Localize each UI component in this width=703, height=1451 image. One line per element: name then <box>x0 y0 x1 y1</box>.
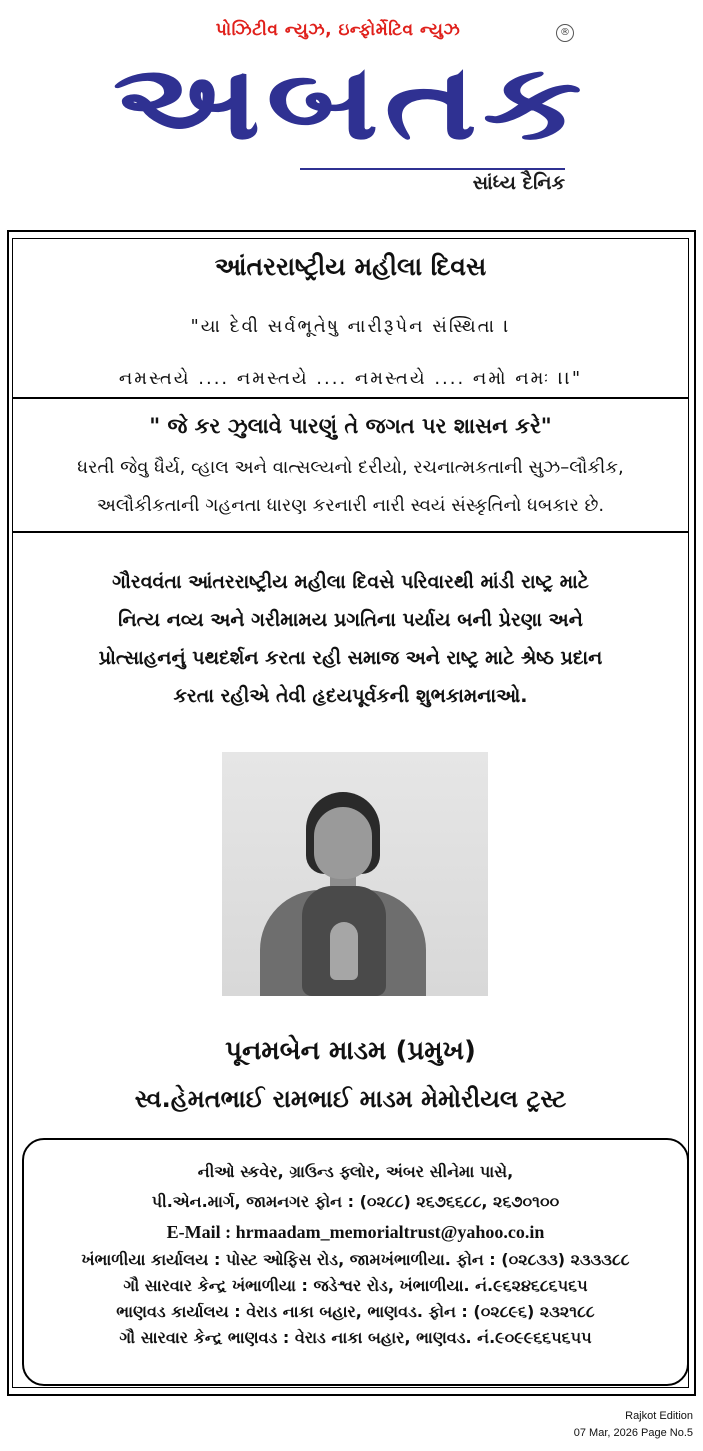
divider <box>12 397 689 399</box>
masthead <box>0 0 703 215</box>
shloka-line-2: નમસ્તયે .... નમસ્તયે .... નમસ્તયે .... નમો નમઃ ।।" <box>118 368 583 389</box>
registered-mark: ® <box>556 24 574 42</box>
ad-quote: " જે કર ઝુલાવે પારણું તે જગત પર શાસન કરે" <box>149 414 552 438</box>
person-name: પૂનમબેન માડમ (પ્રમુખ) <box>225 1036 476 1066</box>
ad-title: આંતરરાષ્ટ્રીય મહીલા દિવસ <box>214 252 487 281</box>
masthead-tagline: પોઝિટીવ ન્યુઝ, ઇન્ફોર્મેટિવ ન્યુઝ <box>215 20 461 40</box>
description-line-2: અલૌકીકતાની ગહનતા ધારણ કરનારી નારી સ્વયં સંસ્કૃતિનો ધબકાર છે. <box>96 495 605 516</box>
address-line-1: નીઓ સ્કવેર, ગ્રાઉન્ડ ફ્લોર, અંબર સીનેમા પાસે, <box>197 1162 514 1181</box>
greeting-message <box>30 563 671 715</box>
address-line-2: પી.એન.માર્ગ, જામનગર ફોન : (૦૨૮૮) ૨૬૭૬૬૮૮, ૨૬૭૦૧૦૦ <box>151 1192 560 1211</box>
office-line: ખંભાળીયા કાર્યાલય : પોસ્ટ ઓફિસ રોડ, જામખંભાળીયા. ફોન : (૦૨૮૩૩) ૨૩૩૩૮૮ <box>81 1250 630 1269</box>
logo-underline <box>300 168 565 170</box>
office-line: ભાણવડ કાર્યાલય : વેરાડ નાકા બહાર, ભાણવડ. ફોન : (૦૨૮૯૬) ૨૩૨૧૮૮ <box>116 1302 595 1321</box>
edition-name: Rajkot Edition <box>625 1410 693 1422</box>
logo-text: અબતક <box>112 41 588 163</box>
newspaper-logo <box>112 41 588 164</box>
divider <box>12 531 689 533</box>
message-line: નિત્ય નવ્ય અને ગરીમામય પ્રગતિના પર્યાય બની પ્રેરણા અને <box>118 609 583 631</box>
shloka-line-1: "યા દેવી સર્વભૂતેષુ નારીરૂપેન સંસ્થિતા । <box>190 316 511 337</box>
message-line: પ્રોત્સાહનનું પથદર્શન કરતા રહી સમાજ અને રાષ્ટ્ર માટે શ્રેષ્ઠ પ્રદાન <box>98 647 603 669</box>
trust-name: સ્વ.હેમતભાઈ રામભાઈ માડમ મેમોરીયલ ટ્રસ્ટ <box>134 1085 567 1113</box>
office-line: ગૌ સારવાર કેન્દ્ર ભાણવડ : વેરાડ નાકા બહાર, ભાણવડ. નં.૯૦૯૯૬૬૫૬૫૫ <box>119 1328 592 1347</box>
message-line: ગૌરવવંતા આંતરરાષ્ટ્રીય મહીલા દિવસે પરિવારથી માંડી રાષ્ટ્ર માટે <box>112 571 589 593</box>
description-line-1: ધરતી જેવુ ધૈર્ય, વ્હાલ અને વાત્સલ્યનો દરીયો, રચનાત્મકતાની સુઝ–લૌકીક, <box>77 457 624 478</box>
email-address: E-Mail : hrmaadam_memorialtrust@yahoo.co.in <box>166 1222 545 1242</box>
message-line: કરતા રહીએ તેવી હૃદયપૂર્વકની શુભકામનાઓ. <box>173 685 528 707</box>
edition-type: સાંધ્ય દૈનિક <box>472 172 565 194</box>
date-page: 07 Mar, 2026 Page No.5 <box>573 1427 693 1439</box>
page-footer <box>574 1408 693 1442</box>
portrait-photo <box>222 752 488 996</box>
office-line: ગૌ સારવાર કેન્દ્ર ખંભાળીયા : જડેશ્વર રોડ, ખંભાળીયા. નં.૯૬૨૪૬૮૬૫૬૫ <box>123 1276 588 1295</box>
